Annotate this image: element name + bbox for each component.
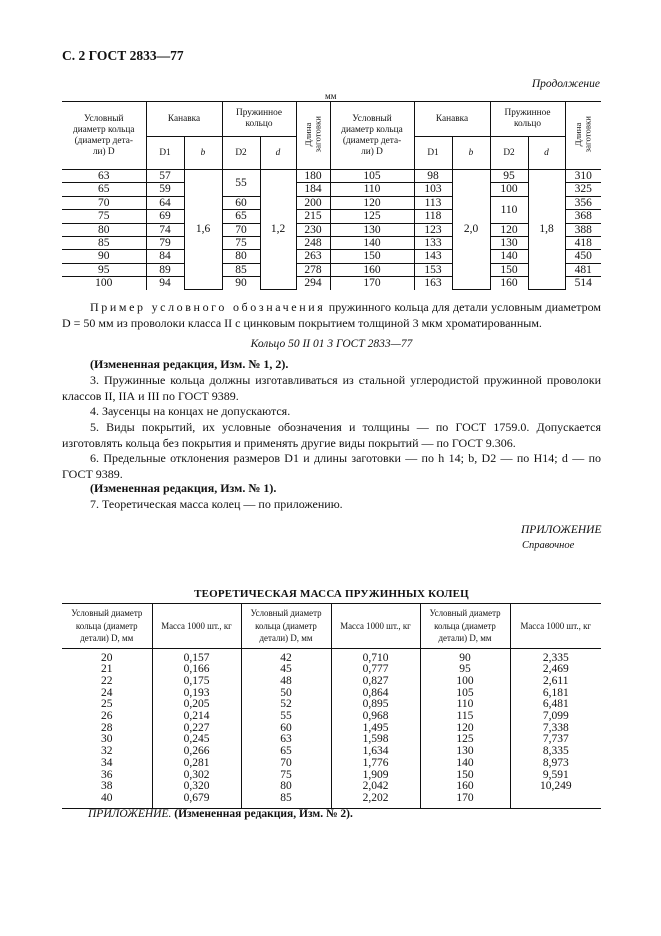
- table-row: 70 64 60 200 120 113 110 356: [62, 196, 601, 209]
- header-groove-right: Канавка: [414, 102, 490, 137]
- appendix-title: ТЕОРЕТИЧЕСКАЯ МАССА ПРУЖИННЫХ КОЛЕЦ: [194, 588, 469, 600]
- cell-col1-m: 0,175: [152, 676, 241, 688]
- cell-col3-m: 10,249: [510, 781, 601, 793]
- cell-col3-m: 2,611: [510, 676, 601, 688]
- cell-col2-d: 45: [241, 664, 331, 676]
- paragraph-4: 4. Заусенцы на концах не допускаются.: [90, 404, 291, 418]
- table-row: [62, 746, 601, 758]
- cell-col3-d: 100: [420, 676, 510, 688]
- d-value: 1,2: [260, 170, 296, 290]
- header-groove: Канавка: [146, 102, 222, 137]
- cell-col3-d: 140: [420, 758, 510, 770]
- cell-col3-m: 2,335: [510, 648, 601, 664]
- table-row: 63 57 1,6 55 1,2 180 105 98 2,0 95 1,8 310: [62, 170, 601, 183]
- cell-col1-m: 0,193: [152, 688, 241, 700]
- cell-col2-d: 52: [241, 699, 331, 711]
- unit-label: мм: [325, 91, 337, 101]
- cell-col3-m: 9,591: [510, 770, 601, 782]
- table-row: 95 89 85 278 160 153 150 481: [62, 263, 601, 276]
- cell-col1-m: 0,227: [152, 723, 241, 735]
- paragraph-7: 7. Теоретическая масса колец — по приложению.: [90, 497, 343, 511]
- d-value-right: 1,8: [528, 170, 565, 290]
- header-D2-right: D2: [490, 137, 528, 170]
- cell-col2-d: 42: [241, 648, 331, 664]
- cell-col1-d: 26: [101, 710, 113, 723]
- table-row: 90 84 80 263 150 143 140 450: [62, 250, 601, 263]
- table-row: [62, 688, 601, 700]
- cell-col2-m: 0,895: [331, 699, 420, 711]
- ring-dimensions-table: [62, 101, 601, 290]
- header-diam-1: Условный диаметр кольца (диаметр детали) D, мм: [62, 604, 152, 649]
- cell-col2-d: 63: [241, 734, 331, 746]
- cell-col1-m: 0,266: [152, 746, 241, 758]
- header-b-right: b: [452, 137, 490, 170]
- mass-table: [62, 603, 601, 809]
- cell-col1-m: 0,679: [152, 793, 241, 808]
- table-row: 85 79 75 248 140 133 130 418: [62, 237, 601, 250]
- cell-col3-d: 115: [420, 711, 510, 723]
- cell-col3-d: 160: [420, 781, 510, 793]
- cell-col2-d: 75: [241, 770, 331, 782]
- cell-col3-m: 7,338: [510, 723, 601, 735]
- header-ring: Пружинное кольцо: [222, 102, 296, 137]
- cell-col1-m: 0,205: [152, 699, 241, 711]
- cell-col1-m: 0,166: [152, 664, 241, 676]
- header-diam-2: Условный диаметр кольца (диаметр детали) D, мм: [241, 604, 331, 649]
- table-row: 100 94 90 294 170 163 160 514: [62, 277, 601, 290]
- cell-col3-m: 8,335: [510, 746, 601, 758]
- edit-note-2: (Измененная редакция, Изм. № 1).: [90, 481, 277, 495]
- cell-col2-m: 0,710: [331, 648, 420, 664]
- table-row: [62, 758, 601, 770]
- cell-col1-d: 38: [101, 780, 113, 793]
- table-row: [62, 781, 601, 793]
- cell-col1-d: 36: [101, 768, 113, 781]
- header-mass-3: Масса 1000 шт., кг: [510, 604, 601, 649]
- example-paragraph: Пример условного обозначения пружинного кольца для детали условным диаметром D = 50 мм из проволоки класса II с цинковым покрытием толщиной 3 мкм хроматированным.: [62, 300, 602, 330]
- cell-col1-m: 0,281: [152, 758, 241, 770]
- cell-col1-d: 21: [101, 663, 113, 676]
- cell-col1-d: 22: [101, 674, 113, 687]
- cell-col2-m: 1,776: [331, 758, 420, 770]
- page-header: С. 2 ГОСТ 2833—77: [62, 48, 184, 63]
- cell-col3-m: 7,099: [510, 711, 601, 723]
- cell-col1-d: 25: [101, 698, 113, 711]
- cell-col2-d: 85: [241, 793, 331, 808]
- cell-col3-d: 90: [420, 648, 510, 664]
- header-diameter-right: Условный диаметр кольца (диаметр дета- ли) D: [330, 102, 414, 170]
- cell-col3-d: 170: [420, 793, 510, 808]
- cell-col1-m: 0,245: [152, 734, 241, 746]
- cell-col1-m: 0,214: [152, 711, 241, 723]
- cell-col1-m: 0,157: [152, 648, 241, 664]
- header-ring-right: Пружинное кольцо: [490, 102, 565, 137]
- cell-col1-m: 0,302: [152, 770, 241, 782]
- table-row: [62, 711, 601, 723]
- table-row: [62, 734, 601, 746]
- table-row: [62, 793, 601, 808]
- header-D1: D1: [146, 137, 184, 170]
- cell-col3-m: 6,481: [510, 699, 601, 711]
- cell-col1-d: 28: [101, 721, 113, 734]
- cell-col3-d: 120: [420, 723, 510, 735]
- cell-col1-d: 30: [101, 733, 113, 746]
- header-length-right: Длина заготовки: [565, 102, 601, 170]
- cell-col2-d: 50: [241, 688, 331, 700]
- cell-col2-m: 0,968: [331, 711, 420, 723]
- cell-col2-m: 1,495: [331, 723, 420, 735]
- paragraph-6: 6. Предельные отклонения размеров D1 и длины заготовки — по h 14; b, D2 — по H14; d — по ГОСТ 9389.: [62, 451, 601, 481]
- appendix-label: ПРИЛОЖЕНИЕ: [521, 524, 602, 536]
- cell-col2-m: 2,042: [331, 781, 420, 793]
- header-d: d: [260, 137, 296, 170]
- cell-col2-d: 65: [241, 746, 331, 758]
- b-value: 1,6: [184, 170, 222, 290]
- cell-col2-m: 1,909: [331, 770, 420, 782]
- cell-col1-d: 40: [62, 793, 152, 808]
- footer-note: ПРИЛОЖЕНИЕ. (Измененная редакция, Изм. № 2).: [88, 808, 353, 820]
- cell-col3-m: [510, 793, 601, 808]
- cell-col1-d: 32: [101, 745, 113, 758]
- cell-col1-d: 20: [101, 651, 113, 664]
- header-diam-3: Условный диаметр кольца (диаметр детали) D, мм: [420, 604, 510, 649]
- cell-col3-m: 6,181: [510, 688, 601, 700]
- cell-col2-d: 80: [241, 781, 331, 793]
- appendix-sublabel: Справочное: [522, 540, 575, 551]
- table-row: [62, 723, 601, 735]
- header-D1-right: D1: [414, 137, 452, 170]
- cell-col3-d: 110: [420, 699, 510, 711]
- table-row: [62, 664, 601, 676]
- paragraph-5: 5. Виды покрытий, их условные обозначения и толщины — по ГОСТ 1759.0. Допускается изготовлять кольца без покрытия и применять другие виды покрытий — по ГОСТ 9.306.: [62, 420, 601, 450]
- cell-col2-d: 70: [241, 758, 331, 770]
- cell-col3-d: 150: [420, 770, 510, 782]
- cell-col2-m: 1,634: [331, 746, 420, 758]
- cell-col2-m: 0,777: [331, 664, 420, 676]
- header-d-right: d: [528, 137, 565, 170]
- paragraph-3: 3. Пружинные кольца должны изготавливаться из стальной углеродистой пружинной проволоки классов II, IIА и III по ГОСТ 9389.: [62, 373, 601, 403]
- cell-col2-m: 2,202: [331, 793, 420, 808]
- table-row: 80 74 70 230 130 123 120 388: [62, 223, 601, 236]
- table-row: [62, 676, 601, 688]
- cell-col1-d: 34: [101, 756, 113, 769]
- table-row: 65 59 184 110 103 100 325: [62, 183, 601, 196]
- cell-col3-d: 130: [420, 746, 510, 758]
- header-length: Длина заготовки: [296, 102, 330, 170]
- header-D2: D2: [222, 137, 260, 170]
- table-row: [62, 770, 601, 782]
- header-diameter: Условный диаметр кольца (диаметр дета- ли) D: [62, 102, 146, 170]
- cell-col3-d: 105: [420, 688, 510, 700]
- cell-col3-m: 2,469: [510, 664, 601, 676]
- cell-col2-d: 60: [241, 723, 331, 735]
- cell-col1-m: 0,320: [152, 781, 241, 793]
- table-row: [62, 699, 601, 711]
- cell-col2-m: 1,598: [331, 734, 420, 746]
- cell-col3-d: 125: [420, 734, 510, 746]
- continuation-label: Продолжение: [531, 78, 600, 90]
- cell-col2-d: 48: [241, 676, 331, 688]
- edit-note-1: (Измененная редакция, Изм. № 1, 2).: [90, 357, 289, 371]
- table-row: [62, 648, 601, 664]
- header-mass-2: Масса 1000 шт., кг: [331, 604, 420, 649]
- cell-col1-d: 24: [101, 686, 113, 699]
- b-value-right: 2,0: [452, 170, 490, 290]
- cell-col2-m: 0,827: [331, 676, 420, 688]
- header-b: b: [184, 137, 222, 170]
- cell-col2-d: 55: [241, 711, 331, 723]
- table-row: 75 69 65 215 125 118 368: [62, 210, 601, 223]
- designation-formula: Кольцо 50 II 01 3 ГОСТ 2833—77: [250, 338, 413, 350]
- cell-col3-m: 7,737: [510, 734, 601, 746]
- cell-col2-m: 0,864: [331, 688, 420, 700]
- cell-col3-m: 8,973: [510, 758, 601, 770]
- header-mass-1: Масса 1000 шт., кг: [152, 604, 241, 649]
- cell-col3-d: 95: [420, 664, 510, 676]
